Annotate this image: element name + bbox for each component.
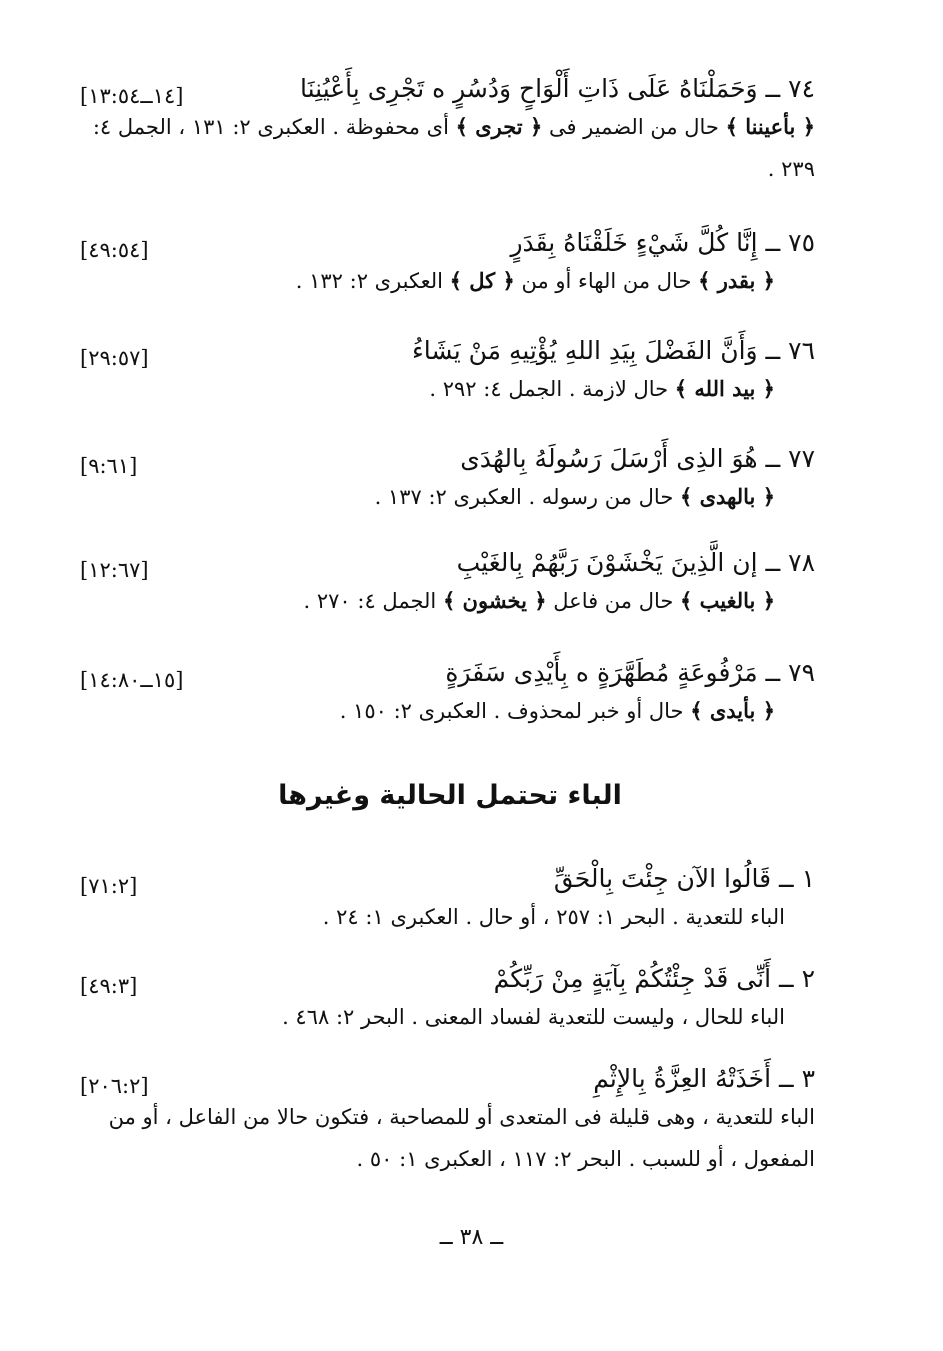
note-keyword: ﴿ بالغيب ﴾	[680, 588, 775, 613]
verse-note	[80, 476, 815, 518]
verse-text: ٧٩ ــ مَرْفُوعَةٍ مُطَهَّرَةٍ ه بِأَيْدِى سَفَرَةٍ	[445, 658, 815, 687]
section-entry-2	[80, 962, 815, 1038]
verse-reference: [١٢:٦٧]	[80, 558, 149, 582]
verse-note	[80, 368, 815, 410]
verse-note	[80, 260, 815, 302]
section-entry-3	[80, 1062, 815, 1180]
entry-74	[80, 72, 815, 190]
note-keyword: ﴿ بقدر ﴾	[698, 268, 775, 293]
verse-text: ٧٤ ــ وَحَمَلْنَاهُ عَلَى ذَاتِ أَلْوَاحٍ وَدُسُرٍ ه تَجْرِى بِأَعْيُنِنَا	[300, 74, 815, 103]
verse-reference: [٢٩:٥٧]	[80, 346, 149, 370]
verse-reference: [٩:٦١]	[80, 454, 138, 478]
verse-reference: [٤٩:٣]	[80, 974, 138, 998]
entry-78	[80, 546, 815, 622]
section-entry-1	[80, 862, 815, 938]
verse-text: ٧٦ ــ وَأَنَّ الفَضْلَ بِيَدِ اللهِ يُؤْتِيهِ مَنْ يَشَاءُ	[412, 336, 815, 365]
entry-76	[80, 334, 815, 410]
verse-note	[80, 580, 815, 622]
verse-reference: [٧١:٢]	[80, 874, 138, 898]
verse-reference: [١٥ــ١٤:٨٠]	[80, 668, 184, 692]
verse-reference: [٤٩:٥٤]	[80, 238, 149, 262]
note-text: حال من الضمير فى	[542, 115, 726, 139]
note-text: العكبرى ٢: ١٣٢ .	[295, 269, 450, 293]
verse-reference: [٢٠٦:٢]	[80, 1074, 149, 1098]
note-text: الجمل ٤: ٢٧٠ .	[303, 589, 443, 613]
note-keyword: ﴿ كل ﴾	[449, 268, 515, 293]
note-keyword: ﴿ بيد الله ﴾	[674, 376, 775, 401]
entry-77	[80, 442, 815, 518]
entry-79	[80, 656, 815, 732]
note-text: حال من الهاء أو من	[514, 269, 699, 293]
verse-note	[80, 106, 815, 190]
verse-text: ٢ ــ أَنِّى قَدْ جِئْتُكُمْ بِآيَةٍ مِنْ رَبِّكُمْ	[493, 964, 815, 993]
verse-reference: [١٤ــ١٣:٥٤]	[80, 84, 184, 108]
verse-text: ٧٧ ــ هُوَ الذِى أَرْسَلَ رَسُولَهُ بِالهُدَى	[460, 444, 815, 473]
verse-text: ٣ ــ أَخَذَتْهُ العِزَّةُ بِالإِثْمِ	[593, 1064, 815, 1093]
note-text: حال أو خبر لمحذوف . العكبرى ٢: ١٥٠ .	[339, 699, 691, 723]
note-text: حال من فاعل	[546, 589, 681, 613]
note-text: حال من رسوله . العكبرى ٢: ١٣٧ .	[374, 485, 680, 509]
entry-75	[80, 226, 815, 302]
note-keyword: ﴿ تجرى ﴾	[455, 114, 543, 139]
note-text: حال لازمة . الجمل ٤: ٢٩٢ .	[429, 377, 675, 401]
verse-text: ٧٥ ــ إِنَّا كُلَّ شَيْءٍ خَلَقْنَاهُ بِقَدَرٍ	[510, 228, 815, 257]
note-keyword: ﴿ بالهدى ﴾	[679, 484, 775, 509]
note-text: أى محفوظة . العكبرى ٢: ١٣١ ، الجمل ٤: ٢٣٩ .	[92, 115, 815, 181]
verse-note: الباء للتعدية . البحر ١: ٢٥٧ ، أو حال . العكبرى ١: ٢٤ .	[322, 905, 785, 929]
verse-note	[80, 690, 815, 732]
verse-text: ٧٨ ــ إن الَّذِينَ يَخْشَوْنَ رَبَّهُمْ بِالغَيْبِ	[456, 548, 815, 577]
verse-note: الباء للحال ، وليست للتعدية لفساد المعنى . البحر ٢: ٤٦٨ .	[282, 1005, 785, 1029]
section-heading: الباء تحتمل الحالية وغيرها	[278, 780, 622, 811]
note-keyword: ﴿ بأعيننا ﴾	[725, 114, 815, 139]
note-keyword: ﴿ يخشون ﴾	[442, 588, 547, 613]
verse-text: ١ ــ قَالُوا الآن جِئْتَ بِالْحَقِّ	[553, 864, 815, 893]
note-keyword: ﴿ بأيدى ﴾	[690, 698, 775, 723]
verse-note: الباء للتعدية ، وهى قليلة فى المتعدى أو للمصاحبة ، فتكون حالا من الفاعل ، أو من المفعول ، أو للسبب . البحر ٢: ١١٧ ، العكبرى ١: ٥٠ .	[108, 1105, 815, 1171]
page-number: ــ ٣٨ ــ	[439, 1225, 504, 1250]
